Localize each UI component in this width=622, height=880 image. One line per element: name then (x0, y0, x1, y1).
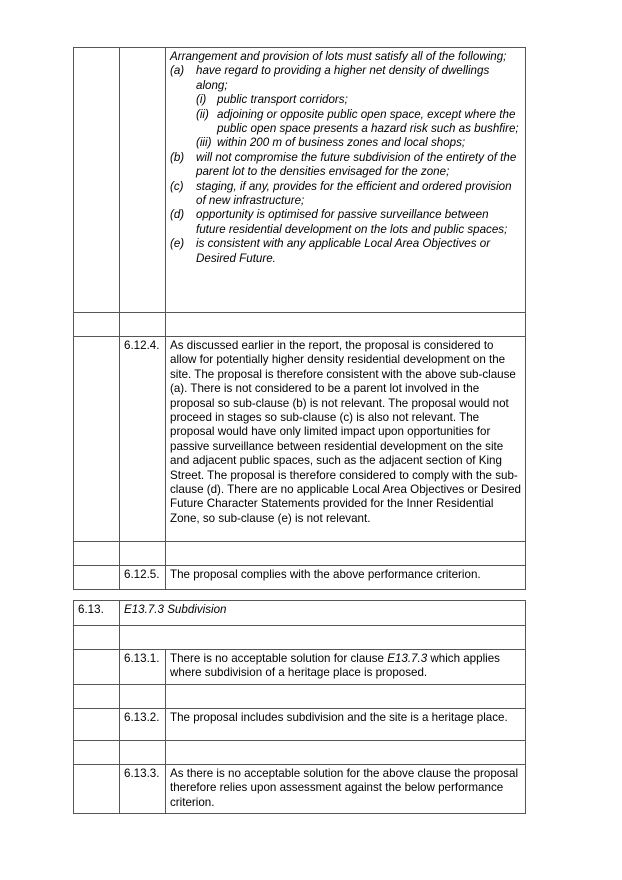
paragraph-number: 6.13.2. (120, 708, 166, 740)
assessment-table-6-13 (73, 600, 526, 814)
criterion-intro: Arrangement and provision of lots must satisfy all of the following; (170, 50, 507, 63)
paragraph-text: As discussed earlier in the report, the proposal is considered to allow for potentially higher density residential development on the site. The proposal is therefore consistent with the above sub-clause (a). There is not considered to be a parent lot involved in the proposal so sub-clause (b) is not relevant. The proposal would not proceed in stages so sub-clause (c) is also not relevant. The proposal would have only limited impact upon opportunities for passive surveillance between residential development on the site and adjacent public spaces, such as the adjacent section of King Street. The proposal is therefore considered to comply with the sub-clause (d). There are no applicable Local Area Objectives or Desired Future Character Statements provided for the Inner Residential Zone, so sub-clause (e) is not relevant. (166, 337, 526, 542)
clause-reference: E13.7.3 (387, 652, 428, 665)
empty-cell (74, 48, 120, 313)
empty-cell (120, 48, 166, 313)
section-number: 6.13. (74, 601, 120, 626)
empty-cell (74, 313, 120, 337)
criterion-subitem-iii: (iii) within 200 m of business zones and local shops; (196, 136, 466, 150)
paragraph-number: 6.13.3. (120, 764, 166, 813)
empty-cell (74, 542, 120, 566)
empty-cell (74, 684, 120, 708)
empty-cell (74, 566, 120, 590)
assessment-table-6-12 (73, 47, 526, 590)
paragraph-text: The proposal complies with the above performance criterion. (166, 566, 526, 590)
section-title: E13.7.3 Subdivision (120, 601, 526, 626)
empty-cell (74, 626, 120, 650)
empty-cell (74, 337, 120, 542)
paragraph-text: The proposal includes subdivision and the site is a heritage place. (166, 708, 526, 740)
criterion-item-e: (e) is consistent with any applicable Local Area Objectives or Desired Future. (170, 237, 491, 265)
criterion-item-b: (b) will not compromise the future subdivision of the entirety of the parent lot to the densities envisaged for the zone; (170, 150, 517, 179)
empty-cell (120, 542, 166, 566)
criterion-subitem-ii: (ii) adjoining or opposite public open space, except where the public open space presents a hazard risk such as bushfire; (196, 107, 519, 136)
criterion-item-a: (a) have regard to providing a higher net density of dwellings along; (170, 64, 490, 92)
criterion-item-c: (c) staging, if any, provides for the efficient and ordered provision of new infrastructure; (170, 179, 512, 208)
paragraph-text: There is no acceptable solution for clause E13.7.3 which applies where subdivision of a heritage place is proposed. (166, 650, 526, 685)
empty-cell (74, 764, 120, 813)
paragraph-number: 6.12.5. (120, 566, 166, 590)
empty-cell (120, 626, 526, 650)
empty-cell (120, 740, 166, 764)
empty-cell (120, 313, 166, 337)
empty-cell (74, 650, 120, 685)
empty-cell (166, 542, 526, 566)
empty-cell (74, 708, 120, 740)
criterion-subitem-i: (i) public transport corridors; (196, 93, 348, 107)
empty-cell (166, 313, 526, 337)
empty-cell (166, 684, 526, 708)
performance-criterion-text (166, 48, 526, 313)
empty-cell (166, 740, 526, 764)
paragraph-number: 6.13.1. (120, 650, 166, 685)
empty-cell (120, 684, 166, 708)
paragraph-text: As there is no acceptable solution for the above clause the proposal therefore relies upon assessment against the below performance criterion. (166, 764, 526, 813)
paragraph-number: 6.12.4. (120, 337, 166, 542)
empty-cell (74, 740, 120, 764)
criterion-item-d: (d) opportunity is optimised for passive surveillance between future residential development on the lots and public spaces; (170, 208, 508, 236)
